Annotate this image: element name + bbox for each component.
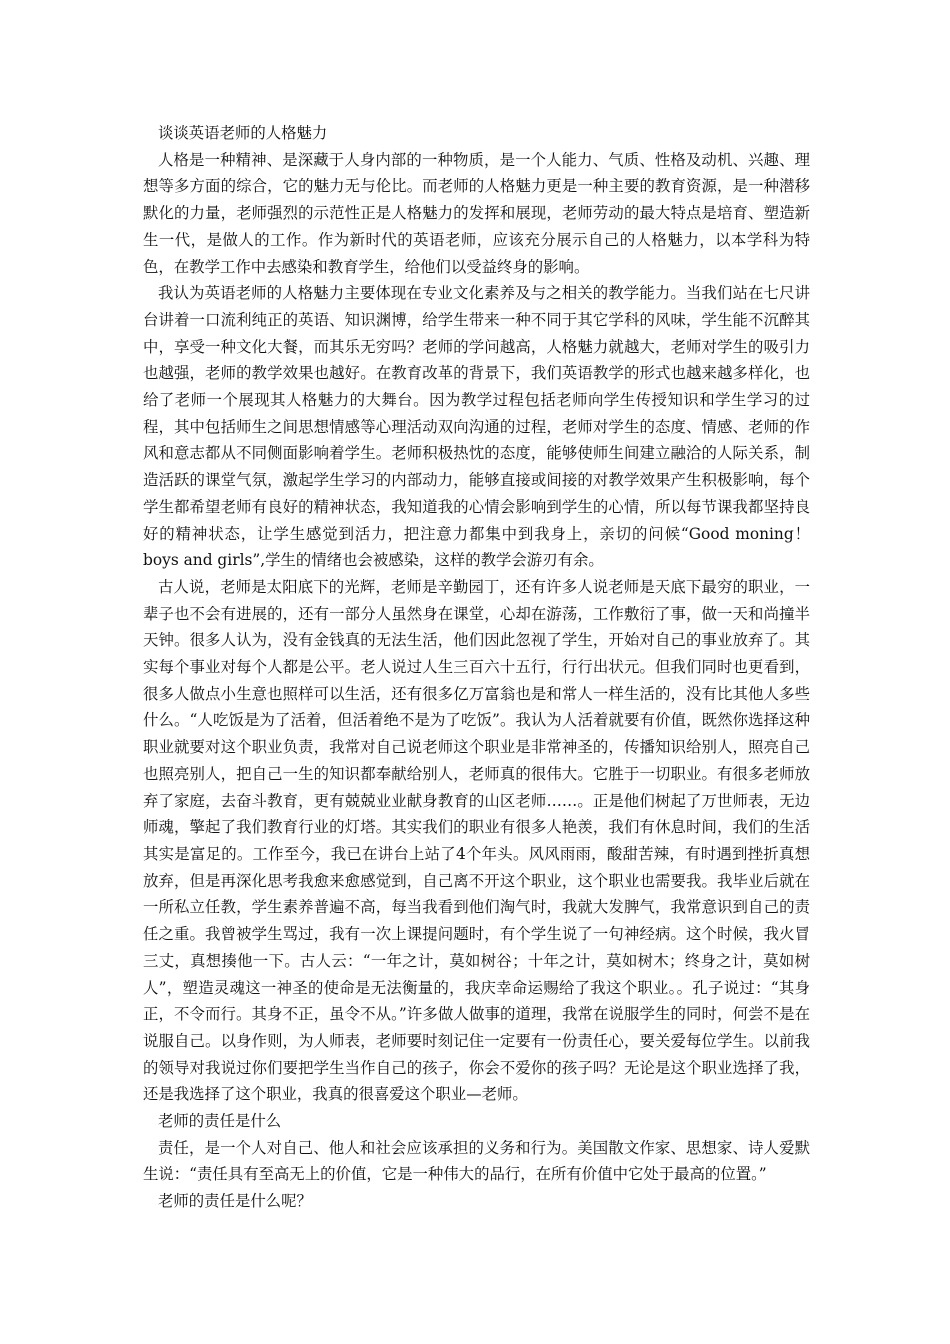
closing-question: 老师的责任是什么呢？ xyxy=(158,1192,312,1211)
paragraph-teaching-ability: 我认为英语老师的人格魅力主要体现在专业文化素养及与之相关的教学能力。当我们站在七尺讲台讲着一口流利纯正的英语、知识渊博，给学生带来一种不同于其它学科的风味，学生能不沉醉其中，享受一种文化大餐，而其乐无穷吗？老师的学问越高，人格魅力就越大，老师对学生的吸引力也越强，老师的教学效果也越好。在教育改革的背景下，我们英语教学的形式也越来越多样化，也给了老师一个展现其人格魅力的大舞台。因为教学过程包括老师向学生传授知识和学生学习的过程，其中包括师生之间思想情感等心理活动双向沟通的过程，老师对学生的态度、情感、老师的作风和意志都从不同侧面影响着学生。老师积极热忱的态度，能够使师生间建立融洽的人际关系，制造活跃的课堂气氛，激起学生学习的内部动力，能够直接或间接的对教学效果产生积极影响，每个学生都希望老师有良好的精神状态，我知道我的心情会影响到学生的心情，所以每节课我都坚持良好的精神状态，让学生感觉到活力，把注意力都集中到我身上，亲切的问候“Good moning！boys and girls”,学生的情绪也会被感染，这样的教学会游刃有余。 xyxy=(143,284,810,570)
paragraph-intro: 人格是一种精神、是深藏于人身内部的一种物质，是一个人能力、气质、性格及动机、兴趣、理想等多方面的综合，它的魅力无与伦比。而老师的人格魅力更是一种主要的教育资源，是一种潜移默化的力量，老师强烈的示范性正是人格魅力的发挥和展现，老师劳动的最大特点是培育、塑造新生一代，是做人的工作。作为新时代的英语老师，应该充分展示自己的人格魅力，以本学科为特色，在教学工作中去感染和教育学生，给他们以受益终身的影响。 xyxy=(143,150,810,276)
paragraph-profession: 古人说，老师是太阳底下的光辉，老师是辛勤园丁，还有许多人说老师是天底下最穷的职业，一辈子也不会有进展的，还有一部分人虽然身在课堂，心却在游荡，工作敷衍了事，做一天和尚撞半天钟。很多人认为，没有金钱真的无法生活，他们因此忽视了学生，开始对自己的事业放弃了。其实每个事业对每个人都是公平。老人说过人生三百六十五行，行行出状元。但我们同时也更看到，很多人做点小生意也照样可以生活，还有很多亿万富翁也是和常人一样生活的，没有比其他人多些什么。“人吃饭是为了活着，但活着绝不是为了吃饭”。我认为人活着就要有价值，既然你选择这种职业就要对这个职业负责，我常对自己说老师这个职业是非常神圣的，传播知识给别人，照亮自己也照亮别人，把自己一生的知识都奉献给别人，老师真的很伟大。它胜于一切职业。有很多老师放弃了家庭，去奋斗教育，更有兢兢业业献身教育的山区老师……。正是他们树起了万世师表，无边师魂，擎起了我们教育行业的灯塔。其实我们的职业有很多人艳羡，我们有休息时间，我们的生活其实是富足的。工作至今，我已在讲台上站了4个年头。风风雨雨，酸甜苦辣，有时遇到挫折真想放弃，但是再深化思考我愈来愈感觉到，自己离不开这个职业，这个职业也需要我。我毕业后就在一所私立任教，学生素养普遍不高，每当我看到他们淘气时，我就大发脾气，我常意识到自己的责任之重。我曾被学生骂过，我有一次上课提问题时，有个学生说了一句神经病。这个时候，我火冒三丈，真想揍他一下。古人云：“一年之计，莫如树谷；十年之计，莫如树木；终身之计，莫如树人”，塑造灵魂这一神圣的使命是无法衡量的，我庆幸命运赐给了我这个职业。。孔子说过：“其身正，不令而行。其身不正，虽令不从。”许多做人做事的道理，我常在说服学生的同时，何尝不是在说服自己。以身作则，为人师表，老师要时刻记住一定要有一份责任心，要关爱每位学生。以前我的领导对我说过你们要把学生当作自己的孩子，你会不爱你的孩子吗？无论是这个职业选择了我，还是我选择了这个职业，我真的很喜爱这个职业—老师。 xyxy=(143,577,810,1104)
document-body xyxy=(143,120,810,1215)
section-subheading: 老师的责任是什么 xyxy=(158,1112,282,1131)
document-title: 谈谈英语老师的人格魅力 xyxy=(158,124,328,142)
paragraph-responsibility: 责任，是一个人对自己、他人和社会应该承担的义务和行为。美国散文作家、思想家、诗人爱默生说：“责任具有至高无上的价值，它是一种伟大的品行，在所有价值中它处于最高的位置。” xyxy=(143,1138,810,1184)
